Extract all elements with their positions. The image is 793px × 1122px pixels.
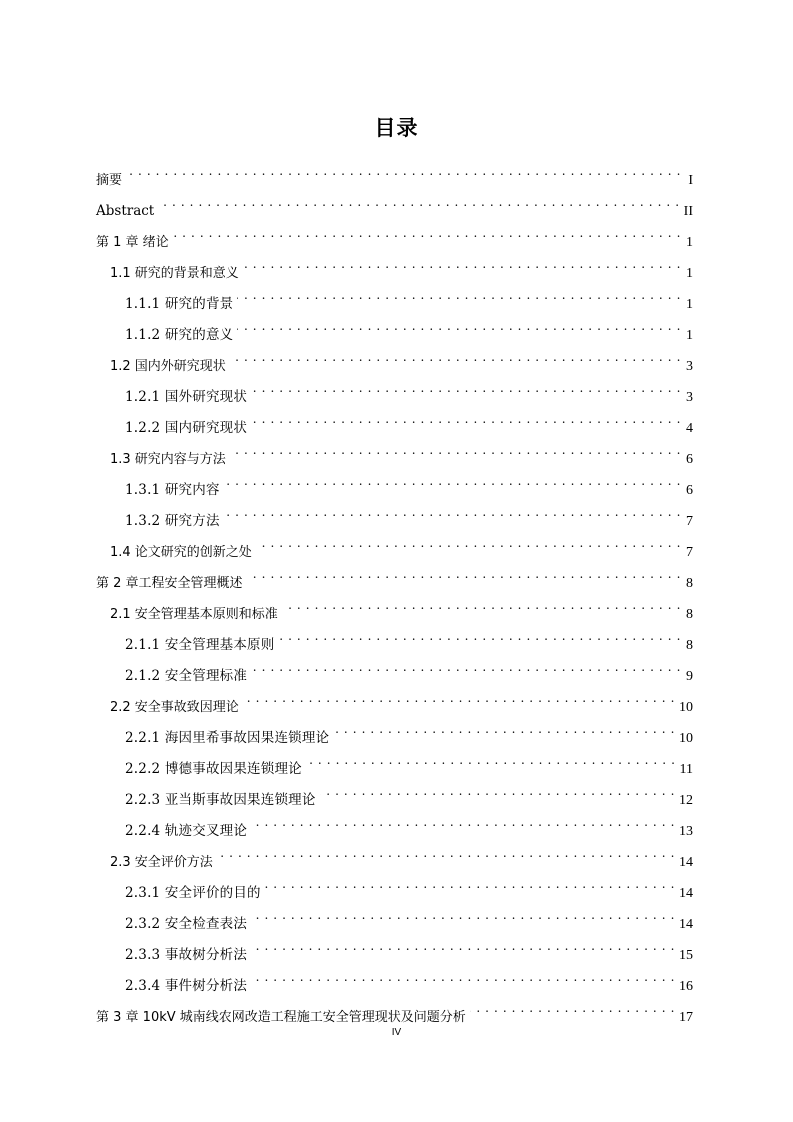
- toc-entry[interactable]: [96, 974, 693, 1005]
- toc-entry-label: 1.3 研究内容与方法: [110, 452, 226, 467]
- toc-entry[interactable]: [96, 695, 693, 726]
- dot-leader: [333, 726, 675, 742]
- toc-entry[interactable]: [96, 881, 693, 912]
- toc-entry-label: 2.2.2 博德事故因果连锁理论: [125, 761, 302, 777]
- toc-entry-label: 2.3 安全评价方法: [110, 855, 213, 870]
- toc-entry-label: 1.1.1 研究的背景: [125, 296, 234, 312]
- dot-leader: [126, 168, 681, 184]
- toc-entry-label: 2.1.1 安全管理基本原则: [125, 637, 275, 653]
- dot-leader: [470, 1005, 675, 1021]
- toc-entry-page: 6: [686, 452, 693, 467]
- dot-leader: [251, 664, 681, 680]
- dot-leader: [230, 447, 681, 463]
- toc-entry[interactable]: [96, 385, 693, 416]
- dot-leader: [278, 633, 681, 649]
- toc-entry[interactable]: [96, 726, 693, 757]
- dot-leader: [230, 354, 681, 370]
- toc-entry-label: 2.3.3 事故树分析法: [125, 947, 248, 963]
- toc-entry-page: 17: [679, 1010, 693, 1025]
- toc-entry-label: 1.3.1 研究内容: [125, 482, 220, 498]
- toc-entry[interactable]: [96, 416, 693, 447]
- dot-leader: [251, 819, 675, 835]
- toc-entry-page: 3: [686, 390, 693, 405]
- toc-entry-label: 2.1.2 安全管理标准: [125, 668, 248, 684]
- toc-entry-page: 4: [686, 421, 693, 436]
- dot-leader: [256, 540, 681, 556]
- dot-leader: [158, 199, 679, 215]
- toc-entry-label: 第 3 章 10kV 城南线农网改造工程施工安全管理现状及问题分析: [96, 1010, 466, 1025]
- toc-entry[interactable]: [96, 478, 693, 509]
- toc-entry-label: 1.2.2 国内研究现状: [125, 420, 248, 436]
- toc-entry-page: 1: [686, 297, 693, 312]
- toc-entry-page: 8: [686, 638, 693, 653]
- toc-entry-label: 摘要: [96, 173, 123, 188]
- toc-entry[interactable]: [96, 571, 693, 602]
- toc-entry[interactable]: [96, 292, 693, 323]
- toc-entry-page: II: [683, 204, 693, 219]
- toc-entry-label: 1.4 论文研究的创新之处: [110, 545, 252, 560]
- toc-entry-page: 14: [679, 917, 693, 932]
- toc-entry[interactable]: [96, 354, 693, 385]
- toc-entry-label: 1.1.2 研究的意义: [125, 327, 234, 343]
- dot-leader: [173, 230, 681, 246]
- toc-entry[interactable]: [96, 664, 693, 695]
- toc-entry[interactable]: [96, 199, 693, 230]
- toc-entry-page: 1: [686, 266, 693, 281]
- toc-entry-label: 1.2 国内外研究现状: [110, 359, 226, 374]
- toc-entry-page: 11: [679, 762, 693, 777]
- toc-entry-label: 2.2.1 海因里希事故因果连锁理论: [125, 730, 330, 746]
- toc-entry-page: 10: [679, 700, 693, 715]
- toc-entry[interactable]: [96, 168, 693, 199]
- toc-entry-label: 2.2.4 轨迹交叉理论: [125, 823, 248, 839]
- toc-entry-label: 第 1 章 绪论: [96, 235, 169, 250]
- toc-entry[interactable]: [96, 788, 693, 819]
- toc-entry-label: 第 2 章工程安全管理概述: [96, 576, 243, 591]
- toc-entry-label: 2.3.1 安全评价的目的: [125, 885, 261, 901]
- toc-entry-label: 1.2.1 国外研究现状: [125, 389, 248, 405]
- toc-entry-label: 1.1 研究的背景和意义: [110, 266, 239, 281]
- dot-leader: [243, 695, 675, 711]
- toc-entry[interactable]: [96, 850, 693, 881]
- dot-leader: [224, 478, 681, 494]
- dot-leader: [237, 292, 681, 308]
- dot-leader: [265, 881, 675, 897]
- toc-entry-page: 8: [686, 607, 693, 622]
- toc-entry-label: Abstract: [96, 203, 155, 219]
- dot-leader: [306, 757, 676, 773]
- dot-leader: [251, 416, 681, 432]
- toc-entry-label: 1.3.2 研究方法: [125, 513, 220, 529]
- dot-leader: [243, 261, 681, 277]
- toc-entry-page: 14: [679, 886, 693, 901]
- toc-entry-page: 16: [679, 979, 693, 994]
- table-of-contents: [96, 168, 693, 1036]
- toc-entry[interactable]: [96, 261, 693, 292]
- toc-entry[interactable]: [96, 323, 693, 354]
- toc-entry-label: 2.2.3 亚当斯事故因果连锁理论: [125, 792, 316, 808]
- dot-leader: [247, 571, 681, 587]
- toc-title: 目录: [374, 116, 419, 140]
- toc-entry-page: 7: [686, 545, 693, 560]
- toc-entry-label: 2.2 安全事故致因理论: [110, 700, 239, 715]
- toc-entry-page: 6: [686, 483, 693, 498]
- dot-leader: [251, 385, 681, 401]
- toc-entry-page: 8: [686, 576, 693, 591]
- toc-entry[interactable]: [96, 912, 693, 943]
- toc-entry-page: 1: [686, 235, 693, 250]
- toc-entry-page: 10: [679, 731, 693, 746]
- dot-leader: [237, 323, 681, 339]
- toc-entry[interactable]: [96, 230, 693, 261]
- toc-entry-page: 7: [686, 514, 693, 529]
- toc-entry-label: 2.3.2 安全检查表法: [125, 916, 248, 932]
- dot-leader: [320, 788, 675, 804]
- toc-entry-page: 15: [679, 948, 693, 963]
- toc-entry[interactable]: [96, 757, 693, 788]
- toc-entry-page: 14: [679, 855, 693, 870]
- toc-entry-page: 13: [679, 824, 693, 839]
- dot-leader: [251, 943, 675, 959]
- dot-leader: [251, 912, 675, 928]
- toc-entry-page: 12: [679, 793, 693, 808]
- dot-leader: [251, 974, 675, 990]
- page-number: IV: [391, 1027, 402, 1038]
- dot-leader: [224, 509, 681, 525]
- dot-leader: [282, 602, 681, 618]
- toc-entry-page: 9: [686, 669, 693, 684]
- dot-leader: [217, 850, 675, 866]
- toc-entry[interactable]: [96, 943, 693, 974]
- toc-entry-label: 2.3.4 事件树分析法: [125, 978, 248, 994]
- toc-entry-label: 2.1 安全管理基本原则和标准: [110, 607, 278, 622]
- toc-entry[interactable]: [96, 819, 693, 850]
- toc-entry[interactable]: [96, 447, 693, 478]
- toc-entry[interactable]: [96, 602, 693, 633]
- toc-entry[interactable]: [96, 540, 693, 571]
- toc-entry[interactable]: [96, 633, 693, 664]
- toc-entry-page: 3: [686, 359, 693, 374]
- toc-entry[interactable]: [96, 509, 693, 540]
- toc-entry-page: 1: [686, 328, 693, 343]
- toc-entry-page: I: [688, 173, 693, 188]
